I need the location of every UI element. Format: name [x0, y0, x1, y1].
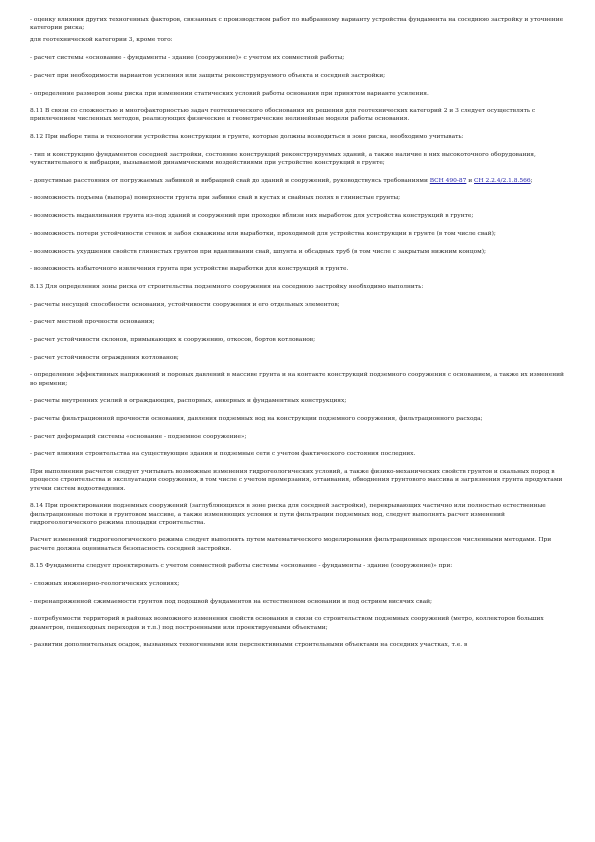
paragraph: - расчеты внутренних усилий в ограждающих, распорных, анкерных и фундаментных конструкциях;: [30, 398, 347, 405]
paragraph: - возможность подъема (выпора) поверхности грунта при забивке свай в кустах и свайных полях в глинистые грунты;: [30, 195, 401, 202]
vsn-490-87-link[interactable]: ВСН 490-87: [429, 177, 467, 184]
document-page: [30, 16, 565, 659]
paragraph-with-links: [30, 177, 565, 185]
paragraph: 8.12 При выборе типа и технологии устройства конструкции в грунте, которые должны возводиться в зоне риска, необходимо учитывать:: [30, 134, 464, 141]
paragraph: - тип и конструкцию фундаментов соседней застройки, состояние конструкций реконструируемых зданий, а также наличие в них высокоточного оборудования, чувствительного к вибрации, вызываемой динамическими воздействиями при устройстве конструкций в грунте;: [30, 151, 536, 167]
paragraph: - возможность выдавливания грунта из-под зданий и сооружений при проходке вблизи них выработок для устройства конструкций в грунте;: [30, 213, 474, 220]
paragraph-text: ;: [530, 177, 533, 184]
paragraph: - возможность избыточного извлечения грунта при устройстве выработки для конструкций в грунте.: [30, 266, 349, 273]
paragraph: - расчеты фильтрационной прочности основания, давления подземных вод на конструкции подземного сооружения, фильтрационного расхода;: [30, 416, 483, 423]
sn-2-2-4-link[interactable]: СН 2.2.4/2.1.8.566: [474, 177, 531, 184]
paragraph: для геотехнической категории 3, кроме того:: [30, 37, 173, 44]
paragraph: 8.14 При проектировании подземных сооружений (заглубляющихся в зоне риска для соседней застройки), перекрывающих частично или полностью естественные фильтрационные потоки в грунтовом массиве, а также изменяющих условия и пути фильтрации подземных вод, следует выполнять расчет изменений гидрогеологического режима площадки строительства.: [30, 503, 546, 526]
paragraph: - развитии дополнительных осадок, вызванных техногенными или перспективными строительными объектами на соседних участках, т.е. в: [30, 642, 468, 649]
paragraph: - расчеты несущей способности основания, устойчивости сооружения и его отдельных элементов;: [30, 301, 340, 308]
paragraph: 8.13 Для определения зоны риска от строительства подземного сооружения на соседнюю застройку необходимо выполнить:: [30, 283, 424, 290]
paragraph: Расчет изменений гидрогеологического режима следует выполнять путем математического моделирования фильтрационных процессов численными методами. При расчете должна оцениваться безопасность соседней застройки.: [30, 537, 552, 552]
paragraph: - потребуемости территорий в районах возможного изменения свойств основания в связи со строительством подземных сооружений (метро, коллекторов больших диаметров, пешеходных переходов и т.п.) под построенными или проектируемыми объектами;: [30, 616, 544, 631]
paragraph: - расчет при необходимости вариантов усиления или защиты реконструируемого объекта и соседней застройки;: [30, 72, 386, 79]
paragraph: При выполнении расчетов следует учитывать возможные изменения гидрогеологических условий, а также физико-механических свойств грунтов и скальных пород в процессе строительства и эксплуатации сооружения, в том числе с учетом промерзания, оттаивания, обводнения грунтового массива и загрязнения грунта продуктами утечки систем водоотведения.: [30, 469, 563, 492]
paragraph: 8.15 Фундаменты следует проектировать с учетом совместной работы системы «основание - фундаменты - здание (сооружение)» при:: [30, 563, 453, 570]
paragraph: - определение размеров зоны риска при изменении статических условий работы основания при принятом варианте усиления.: [30, 90, 429, 97]
paragraph: - расчет системы «основание - фундаменты - здание (сооружение)» с учетом их совместной работы;: [30, 55, 345, 62]
paragraph: - расчет устойчивости ограждения котлованов;: [30, 354, 179, 361]
paragraph: - расчет устойчивости склонов, примыкающих к сооружению, откосов, бортов котлованов;: [30, 337, 316, 344]
paragraph: - расчет деформаций системы «основание - подземное сооружение»;: [30, 433, 247, 440]
paragraph-text: и: [466, 177, 475, 184]
paragraph-text: - допустимые расстояния от погружаемых забивкой и вибрацией свай до зданий и сооружений, руководствуясь требованиями: [30, 177, 430, 184]
paragraph: - расчет влияния строительства на существующие здания и подземные сети с учетом фактического состояния последних.: [30, 451, 416, 458]
paragraph: - возможность ухудшения свойств глинистых грунтов при вдавливании свай, шпунта и обсадных труб (в том числе с закрытым нижним концом);: [30, 248, 487, 255]
paragraph: - расчет местной прочности основания;: [30, 319, 155, 326]
paragraph: - перенапряженной сжимаемости грунтов под подошвой фундаментов на естественном основании и под острием висячих свай;: [30, 598, 432, 605]
paragraph: - определение эффективных напряжений и поровых давлений в массиве грунта и на контакте конструкций подземного сооружения с основанием, а также их изменений во времени;: [30, 372, 564, 387]
paragraph: - сложных инженерно-геологических условиях;: [30, 581, 180, 588]
paragraph: - оценку влияния других техногенных факторов, связанных с производством работ по выбранному варианту устройства фундамента на соседнюю застройку и уточнение категории риска;: [30, 17, 564, 32]
paragraph: - возможность потери устойчивости стенок и забоя скважины или выработки, проходимой для устройства конструкции в грунте (в том числе свай);: [30, 230, 496, 237]
paragraph: 8.11 В связи со сложностью и многофакторностью задач геотехнического обоснования их решения для геотехнических категорий 2 и 3 следует осуществлять с привлечением численных методов, реализующих физические и геометрические нелинейные модели работы основания.: [30, 108, 536, 123]
